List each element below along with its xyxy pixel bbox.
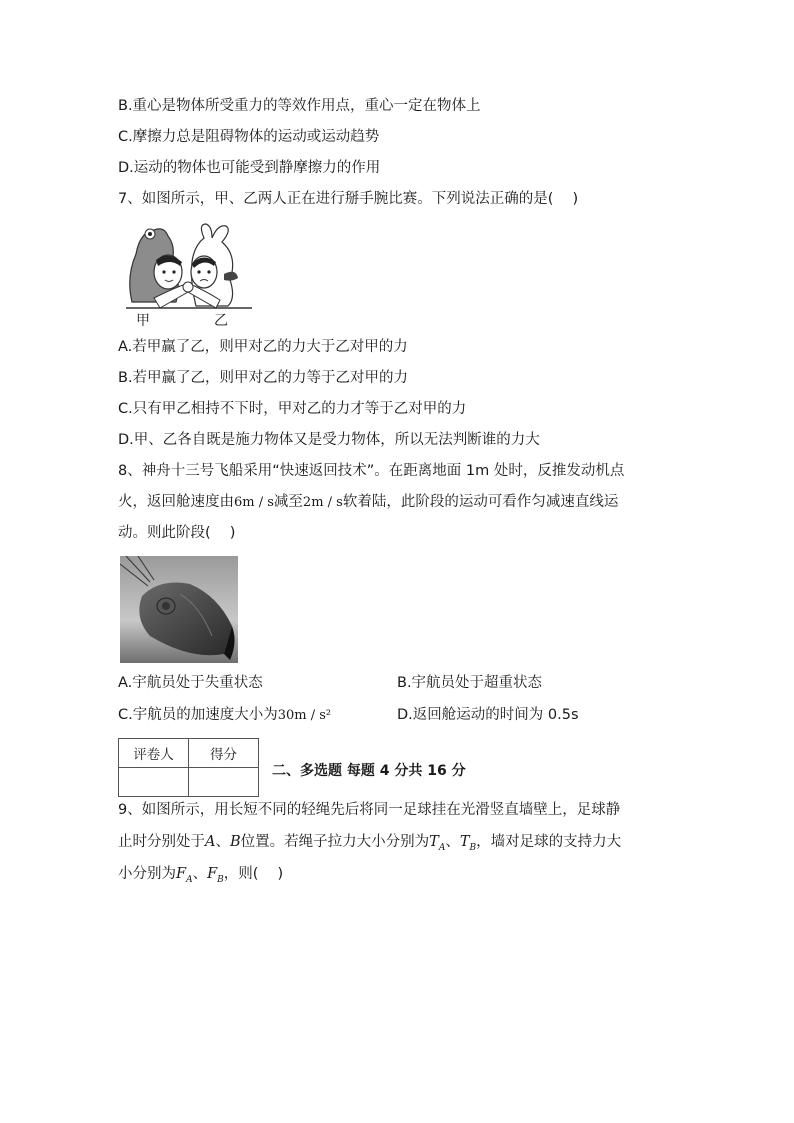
q7-option-a: A.若甲赢了乙，则甲对乙的力大于乙对甲的力 — [118, 339, 408, 355]
q9-text: ，则( ) — [223, 866, 284, 882]
position-a: A — [205, 834, 216, 850]
section-heading: 二、多选题 每题 4 分共 16 分 — [272, 763, 466, 779]
q7-option-b: B.若甲赢了乙，则甲对乙的力等于乙对甲的力 — [118, 370, 409, 386]
arm-wrestling-figure — [124, 222, 254, 330]
force-b: F — [207, 866, 218, 882]
acceleration-value: 30m / s² — [277, 708, 332, 723]
separator: 、 — [215, 834, 230, 850]
q8-stem-line2 — [118, 492, 618, 513]
q6-option-c: C.摩擦力总是阻碍物体的运动或运动趋势 — [118, 129, 380, 145]
grader-cell — [119, 768, 189, 797]
capsule-image — [120, 556, 238, 663]
score-cell — [189, 768, 259, 797]
capsule-photo — [120, 556, 238, 663]
q9-stem-line2 — [118, 832, 621, 858]
q6-option-b: B.重心是物体所受重力的等效作用点，重心一定在物体上 — [118, 98, 481, 114]
q6-option-d: D.运动的物体也可能受到静摩擦力的作用 — [118, 160, 381, 176]
tension-a-sub: A — [438, 842, 446, 853]
figure-label-right: 乙 — [214, 313, 228, 329]
q7-stem: 7、如图所示，甲、乙两人正在进行掰手腕比赛。下列说法正确的是( ) — [118, 191, 579, 207]
tension-b: T — [459, 834, 470, 850]
force-b-sub: B — [217, 874, 224, 885]
figure-label-left: 甲 — [136, 313, 150, 329]
force-a: F — [176, 866, 187, 882]
q9-text: ，墙对足球的支持力大 — [476, 834, 622, 850]
final-speed: 2m / s — [302, 495, 343, 510]
tension-a: T — [429, 834, 439, 850]
initial-speed: 6m / s — [234, 495, 274, 510]
separator: 、 — [192, 866, 208, 882]
q7-option-d: D.甲、乙各自既是施力物体又是受力物体，所以无法判断谁的力大 — [118, 432, 540, 448]
q9-stem-line3 — [118, 864, 283, 890]
q8-option-a: A.宇航员处于失重状态 — [118, 675, 263, 691]
q9-stem-line1: 9、如图所示，用长短不同的轻绳先后将同一足球挂在光滑竖直墙壁上，足球静 — [118, 802, 621, 818]
q8-text: 减至 — [273, 494, 303, 510]
q9-text: 止时分别处于 — [118, 834, 205, 850]
q8-option-d: D.返回舱运动的时间为 0.5s — [397, 707, 579, 723]
position-b: B — [229, 834, 241, 850]
score-table — [118, 738, 259, 797]
q8-stem-line1: 8、神舟十三号飞船采用“快速返回技术”。在距离地面 1m 处时，反推发动机点 — [118, 463, 625, 479]
q9-text: 小分别为 — [118, 866, 176, 882]
q8-option-c-text: C.宇航员的加速度大小为 — [118, 707, 278, 723]
q8-text: 软着陆，此阶段的运动可看作匀减速直线运 — [342, 494, 619, 510]
score-header: 得分 — [189, 739, 259, 768]
tension-b-sub: B — [469, 842, 477, 853]
q7-option-c: C.只有甲乙相持不下时，甲对乙的力才等于乙对甲的力 — [118, 401, 467, 417]
q8-text: 火，返回舱速度由 — [118, 494, 234, 510]
q8-option-c — [118, 705, 331, 726]
force-a-sub: A — [186, 874, 193, 885]
q8-option-b: B.宇航员处于超重状态 — [397, 675, 543, 691]
separator: 、 — [445, 834, 460, 850]
q8-stem-line3: 动。则此阶段( ) — [118, 525, 236, 541]
q9-text: 位置。若绳子拉力大小分别为 — [240, 834, 430, 850]
grader-header: 评卷人 — [119, 739, 189, 768]
